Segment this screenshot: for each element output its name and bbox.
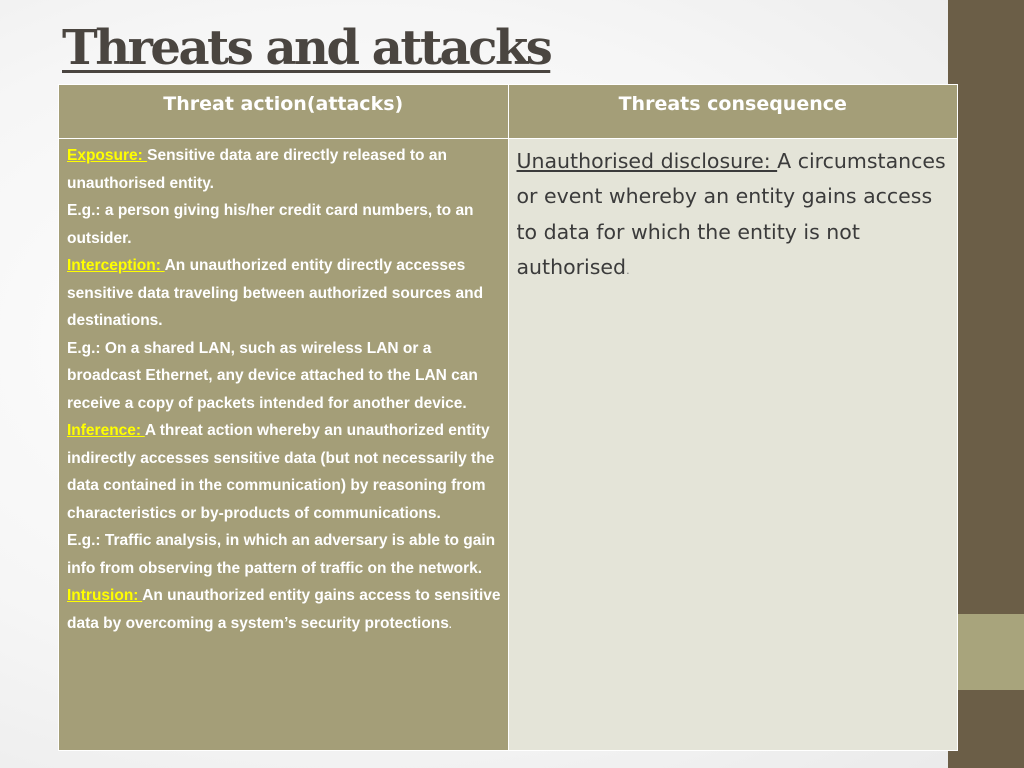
interception-label: Interception: [67, 257, 165, 274]
threat-actions-text [59, 139, 508, 639]
header-threats-consequence: Threats consequence [508, 85, 958, 139]
page-title: Threats and attacks [62, 20, 551, 76]
unauthorised-disclosure-text: A circumstances or event whereby an entity gains access to data for which the entity is not authorised [516, 149, 946, 279]
threats-table [58, 84, 958, 751]
unauthorised-disclosure-label: Unauthorised disclosure: [516, 149, 778, 173]
interception-text: An unauthorized entity directly accesses sensitive data traveling between authorized sources and destinations. [67, 257, 484, 329]
exposure-label: Exposure: [67, 147, 148, 164]
header-threat-action: Threat action(attacks) [59, 85, 509, 139]
exposure-example: E.g.: a person giving his/her credit card numbers, to an outsider. [67, 202, 474, 247]
inference-label: Inference: [67, 422, 145, 439]
consequence-text [509, 139, 958, 288]
table-row [59, 139, 958, 751]
intrusion-text: An unauthorized entity gains access to sensitive data by overcoming a system’s security protections [67, 587, 501, 632]
side-decor-accent [955, 614, 1024, 690]
consequence-cell [508, 139, 958, 751]
interception-example: E.g.: On a shared LAN, such as wireless LAN or a broadcast Ethernet, any device attached to the LAN can receive a copy of packets intended for another device. [67, 339, 478, 412]
table-header-row [59, 85, 958, 139]
intrusion-label: Intrusion: [67, 587, 143, 604]
exposure-text: Sensitive data are directly released to an unauthorised entity. [67, 147, 447, 192]
threat-actions-cell [59, 139, 509, 751]
inference-text: A threat action whereby an unauthorized entity indirectly accesses sensitive data (but not necessarily the data contained in the communication) by reasoning from characteristics or by-products of communications. [67, 422, 495, 522]
intrusion-end: . [448, 619, 452, 631]
inference-example: E.g.: Traffic analysis, in which an adversary is able to gain info from observing the pattern of traffic on the network. [67, 532, 496, 577]
consequence-end: . [626, 263, 630, 277]
